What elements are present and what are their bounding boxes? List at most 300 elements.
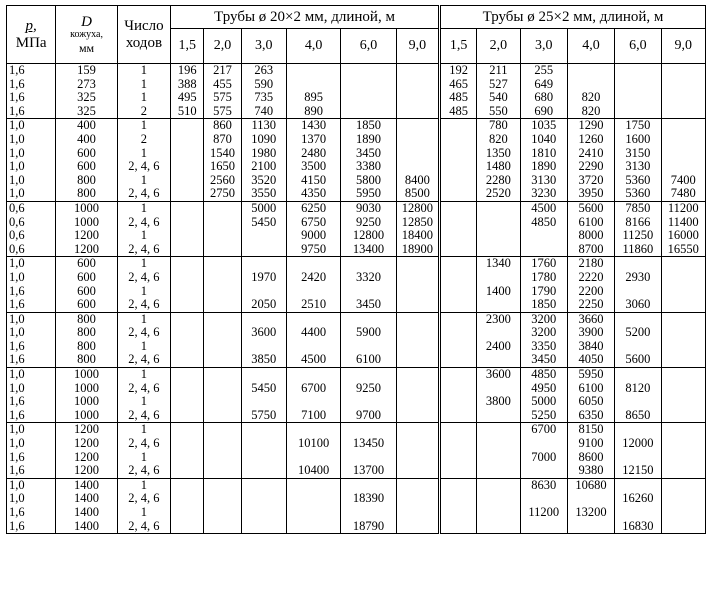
cell-value <box>662 353 706 367</box>
cell-value: 4850 <box>531 214 557 229</box>
cell-value <box>662 64 706 78</box>
tube20-cell <box>241 368 286 423</box>
cell-value: 3350 <box>531 338 557 353</box>
cell-value <box>171 187 203 201</box>
cell-value: 4350 <box>301 186 327 201</box>
tube20-cell <box>396 312 439 367</box>
tube20-cell <box>286 312 340 367</box>
tube25-cell <box>661 64 706 119</box>
cell-value: 1 <box>140 477 148 492</box>
cell-value: 1 <box>140 256 148 271</box>
length-header-2-1: 2,0 <box>477 29 520 64</box>
tube25-cell <box>440 368 477 423</box>
cell-value: 5800 <box>355 172 381 187</box>
cell-value: 13700 <box>352 463 385 478</box>
cell-value <box>171 520 203 534</box>
cell-value: 2750 <box>209 186 235 201</box>
cell-value <box>242 368 286 382</box>
cell-value <box>441 423 476 437</box>
cell-value <box>441 133 476 147</box>
cell-value <box>397 105 438 119</box>
tube20-cell <box>171 368 204 423</box>
cell-value: 1780 <box>531 269 557 284</box>
cell-value <box>662 298 706 312</box>
cell-value <box>662 285 706 299</box>
cell-value <box>441 479 476 493</box>
cell-value: 3850 <box>251 352 277 367</box>
cell-value <box>521 492 567 506</box>
cell-value: 1,0 <box>9 131 25 146</box>
cell-value: 5360 <box>625 172 651 187</box>
cell-value: 2560 <box>209 172 235 187</box>
passes-cell <box>117 423 170 478</box>
cell-value <box>204 451 240 465</box>
cell-value: 5450 <box>251 214 277 229</box>
cell-value <box>287 506 340 520</box>
cell-value: 6700 <box>301 380 327 395</box>
cell-value: 1 <box>140 228 148 243</box>
cell-value <box>287 257 340 271</box>
cell-value: 600 <box>77 256 96 271</box>
cell-value: 325 <box>77 103 96 118</box>
length-header-2-5: 9,0 <box>661 29 706 64</box>
cell-value <box>397 298 438 312</box>
cell-value: 5200 <box>625 325 651 340</box>
cell-value: 1540 <box>209 145 235 160</box>
cell-value: 7400 <box>670 172 696 187</box>
group2-title: Трубы ø 25×2 мм, длиной, м <box>440 6 706 29</box>
cell-value: 3550 <box>251 186 277 201</box>
cell-value <box>662 147 706 161</box>
cell-value <box>521 229 567 243</box>
cell-value <box>662 257 706 271</box>
cell-value: 1,6 <box>9 338 25 353</box>
tube20-cell <box>204 64 241 119</box>
pressure-cell <box>7 368 56 423</box>
cell-value: 13450 <box>352 436 385 451</box>
tube25-cell <box>477 119 520 202</box>
cell-value <box>477 409 519 423</box>
cell-value <box>441 313 476 327</box>
cell-value: 2930 <box>625 269 651 284</box>
cell-value: 16830 <box>622 518 654 533</box>
tube25-cell <box>567 312 614 367</box>
cell-value <box>615 368 660 382</box>
cell-value: 3450 <box>355 145 381 160</box>
cell-value <box>204 229 240 243</box>
cell-value: 5250 <box>531 407 557 422</box>
cell-value: 2, 4, 6 <box>128 463 160 478</box>
cell-value: 8650 <box>625 407 651 422</box>
length-header-1-4: 6,0 <box>341 29 396 64</box>
tube20-cell <box>396 119 439 202</box>
cell-value <box>441 340 476 354</box>
diameter-cell <box>56 257 117 312</box>
cell-value: 2280 <box>485 172 511 187</box>
cell-value: 800 <box>77 325 96 340</box>
cell-value: 1,0 <box>9 311 25 326</box>
cell-value <box>171 147 203 161</box>
cell-value: 1000 <box>74 214 100 229</box>
cell-value <box>204 340 240 354</box>
cell-value: 485 <box>449 90 469 105</box>
cell-value <box>287 313 340 327</box>
cell-value: 2, 4, 6 <box>128 297 160 312</box>
cell-value: 1 <box>140 367 148 382</box>
tube25-cell <box>615 478 661 533</box>
tube25-cell <box>520 119 567 202</box>
cell-value: 16260 <box>622 491 654 506</box>
cell-value: 1000 <box>74 380 100 395</box>
cell-value: 800 <box>77 311 96 326</box>
cell-value: 8000 <box>578 228 604 243</box>
cell-value <box>287 285 340 299</box>
cell-value: 3130 <box>625 159 651 174</box>
tube20-cell <box>171 201 204 256</box>
cell-value <box>341 395 395 409</box>
tube20-cell <box>341 257 396 312</box>
cell-value: 6750 <box>301 214 327 229</box>
cell-value: 510 <box>177 103 197 118</box>
cell-value <box>662 326 706 340</box>
cell-value <box>441 119 476 133</box>
cell-value: 1400 <box>485 283 511 298</box>
cell-value: 1400 <box>74 477 100 492</box>
tube25-cell <box>520 312 567 367</box>
cell-value: 3320 <box>355 269 381 284</box>
cell-value <box>662 479 706 493</box>
cell-value: 735 <box>254 90 274 105</box>
cell-value: 1,6 <box>9 283 25 298</box>
cell-value: 3900 <box>578 325 604 340</box>
cell-value <box>397 64 438 78</box>
diameter-cell <box>56 368 117 423</box>
cell-value: 1430 <box>301 118 327 133</box>
cell-value: 6100 <box>355 352 381 367</box>
cell-value <box>477 229 519 243</box>
cell-value <box>662 105 706 119</box>
cell-value <box>397 133 438 147</box>
cell-value: 1040 <box>531 131 557 146</box>
cell-value <box>341 313 395 327</box>
cell-value: 2180 <box>578 256 604 271</box>
cell-value <box>477 382 519 396</box>
cell-value: 7100 <box>301 407 327 422</box>
cell-value <box>568 492 614 506</box>
cell-value: 5000 <box>531 394 557 409</box>
cell-value <box>397 409 438 423</box>
cell-value <box>242 243 286 257</box>
cell-value: 8500 <box>404 186 430 201</box>
cell-value <box>171 409 203 423</box>
cell-value <box>615 423 660 437</box>
cell-value: 1290 <box>578 118 604 133</box>
cell-value <box>171 326 203 340</box>
cell-value <box>204 326 240 340</box>
tube20-cell <box>286 257 340 312</box>
cell-value: 1970 <box>251 269 277 284</box>
tube25-cell <box>661 312 706 367</box>
table-row <box>7 119 706 202</box>
tube25-cell <box>477 423 520 478</box>
cell-value <box>287 492 340 506</box>
cell-value <box>397 520 438 534</box>
tube25-cell <box>567 64 614 119</box>
cell-value <box>287 451 340 465</box>
cell-value: 9700 <box>355 407 381 422</box>
cell-value <box>171 395 203 409</box>
cell-value: 6100 <box>578 214 604 229</box>
tube20-cell <box>341 423 396 478</box>
cell-value: 263 <box>254 63 274 77</box>
cell-value: 3950 <box>578 186 604 201</box>
cell-value <box>397 368 438 382</box>
cell-value: 2410 <box>578 145 604 160</box>
cell-value <box>521 464 567 478</box>
cell-value <box>441 187 476 201</box>
cell-value: 5600 <box>578 200 604 215</box>
cell-value <box>615 479 660 493</box>
cell-value <box>171 492 203 506</box>
cell-value <box>242 257 286 271</box>
cell-value <box>242 506 286 520</box>
cell-value: 5750 <box>251 407 277 422</box>
cell-value <box>171 479 203 493</box>
cell-value: 2, 4, 6 <box>128 325 160 340</box>
cell-value: 16000 <box>667 228 699 243</box>
cell-value: 1,0 <box>9 118 25 133</box>
cell-value: 255 <box>534 63 554 77</box>
cell-value: 9380 <box>578 463 604 478</box>
cell-value <box>477 451 519 465</box>
cell-value: 12850 <box>401 214 433 229</box>
cell-value: 800 <box>77 338 96 353</box>
cell-value: 9000 <box>301 228 327 243</box>
cell-value: 1,6 <box>9 90 25 105</box>
cell-value: 2300 <box>485 311 511 326</box>
cell-value <box>397 257 438 271</box>
cell-value <box>171 257 203 271</box>
cell-value <box>242 340 286 354</box>
tube25-cell <box>440 64 477 119</box>
cell-value: 1 <box>140 76 148 91</box>
cell-value <box>441 202 476 216</box>
cell-value: 1200 <box>74 463 100 478</box>
length-header-2-0: 1,5 <box>440 29 477 64</box>
cell-value <box>287 423 340 437</box>
cell-value: 1000 <box>74 367 100 382</box>
cell-value <box>287 78 340 92</box>
tube25-cell <box>615 119 661 202</box>
cell-value: 3520 <box>251 172 277 187</box>
tube25-cell <box>477 64 520 119</box>
cell-value: 1810 <box>531 145 557 160</box>
pressure-cell <box>7 257 56 312</box>
cell-value <box>397 382 438 396</box>
tube20-cell <box>396 64 439 119</box>
tube25-cell <box>615 423 661 478</box>
cell-value: 8166 <box>625 214 651 229</box>
cell-value: 8600 <box>578 449 604 464</box>
cell-value <box>287 395 340 409</box>
cell-value: 9250 <box>355 214 381 229</box>
cell-value: 1850 <box>531 297 557 312</box>
cell-value: 3450 <box>355 297 381 312</box>
cell-value: 5360 <box>625 186 651 201</box>
cell-value: 9100 <box>578 436 604 451</box>
passes-cell <box>117 368 170 423</box>
cell-value: 3600 <box>485 367 511 382</box>
cell-value: 2, 4, 6 <box>128 380 160 395</box>
cell-value <box>242 492 286 506</box>
cell-value <box>441 506 476 520</box>
cell-value: 2, 4, 6 <box>128 436 160 451</box>
cell-value <box>242 451 286 465</box>
cell-value: 5950 <box>578 367 604 382</box>
cell-value <box>397 353 438 367</box>
pressure-cell <box>7 64 56 119</box>
cell-value <box>204 285 240 299</box>
cell-value: 8400 <box>404 172 430 187</box>
cell-value <box>521 243 567 257</box>
table-row <box>7 478 706 533</box>
cell-value <box>341 451 395 465</box>
cell-value: 1340 <box>485 256 511 271</box>
tube20-cell <box>171 257 204 312</box>
cell-value: 3230 <box>531 186 557 201</box>
cell-value: 800 <box>77 186 96 201</box>
tube20-cell <box>286 119 340 202</box>
tube25-cell <box>520 478 567 533</box>
cell-value: 1 <box>140 449 148 464</box>
cell-value <box>441 298 476 312</box>
cell-value: 2050 <box>251 297 277 312</box>
pressure-cell <box>7 423 56 478</box>
tube25-cell <box>440 312 477 367</box>
passes-cell <box>117 64 170 119</box>
cell-value: 8120 <box>625 380 651 395</box>
cell-value: 5450 <box>251 380 277 395</box>
cell-value <box>477 326 519 340</box>
tube20-cell <box>241 119 286 202</box>
cell-value: 575 <box>213 103 232 118</box>
tube20-cell <box>286 64 340 119</box>
tube25-cell <box>661 257 706 312</box>
tube25-cell <box>520 64 567 119</box>
table-row <box>7 201 706 256</box>
tube25-cell <box>440 119 477 202</box>
cell-value: 3380 <box>355 159 381 174</box>
length-header-1-3: 4,0 <box>286 29 340 64</box>
cell-value <box>171 506 203 520</box>
cell-value: 6700 <box>531 422 557 437</box>
cell-value <box>171 464 203 478</box>
cell-value <box>441 326 476 340</box>
cell-value: 740 <box>254 103 274 118</box>
cell-value <box>171 313 203 327</box>
cell-value: 0,6 <box>9 200 25 215</box>
tube25-cell <box>477 368 520 423</box>
cell-value: 4950 <box>531 380 557 395</box>
table-row <box>7 423 706 478</box>
cell-value <box>341 257 395 271</box>
cell-value <box>204 257 240 271</box>
cell-value: 690 <box>534 103 554 118</box>
cell-value: 2480 <box>301 145 327 160</box>
cell-value <box>397 423 438 437</box>
length-header-1-0: 1,5 <box>171 29 204 64</box>
cell-value: 2, 4, 6 <box>128 352 160 367</box>
cell-value <box>477 423 519 437</box>
cell-value: 495 <box>177 90 197 105</box>
tube20-cell <box>171 119 204 202</box>
tube25-cell <box>567 478 614 533</box>
cell-value <box>441 395 476 409</box>
cell-value: 2250 <box>578 297 604 312</box>
tube20-cell <box>341 368 396 423</box>
cell-value: 2, 4, 6 <box>128 518 160 533</box>
cell-value <box>171 353 203 367</box>
passes-line2: ходов <box>125 34 163 51</box>
cell-value <box>341 285 395 299</box>
cell-value: 1 <box>140 145 148 160</box>
cell-value <box>441 368 476 382</box>
cell-value <box>242 464 286 478</box>
cell-value: 3500 <box>301 159 327 174</box>
cell-value <box>441 492 476 506</box>
cell-value: 1,0 <box>9 422 25 437</box>
tube25-cell <box>661 119 706 202</box>
cell-value <box>662 340 706 354</box>
cell-value: 9750 <box>301 241 327 256</box>
cell-value: 0,6 <box>9 228 25 243</box>
pressure-header <box>7 6 56 64</box>
cell-value: 1400 <box>74 491 100 506</box>
cell-value: 1 <box>140 394 148 409</box>
cell-value: 1750 <box>625 118 651 133</box>
cell-value <box>204 409 240 423</box>
cell-value <box>397 326 438 340</box>
tube25-cell <box>615 257 661 312</box>
tube20-cell <box>396 368 439 423</box>
cell-value: 4150 <box>301 172 327 187</box>
cell-value <box>242 520 286 534</box>
pressure-unit: МПа <box>15 34 47 51</box>
cell-value <box>441 174 476 188</box>
cell-value <box>341 64 395 78</box>
cell-value: 1,0 <box>9 159 25 174</box>
tube25-cell <box>661 478 706 533</box>
cell-value <box>615 451 660 465</box>
cell-value <box>242 285 286 299</box>
cell-value: 13400 <box>352 241 385 256</box>
cell-value: 11200 <box>528 505 560 519</box>
cell-value: 1,0 <box>9 436 25 451</box>
cell-value <box>397 285 438 299</box>
cell-value <box>477 437 519 451</box>
cell-value <box>441 285 476 299</box>
cell-value: 1,0 <box>9 367 25 382</box>
length-header-1-5: 9,0 <box>396 29 439 64</box>
cell-value: 8700 <box>578 241 604 256</box>
diameter-cell <box>56 478 117 533</box>
cell-value: 10680 <box>575 477 607 492</box>
cell-value <box>615 313 660 327</box>
tube20-cell <box>171 64 204 119</box>
cell-value: 1 <box>140 283 148 298</box>
cell-value: 1850 <box>355 118 381 133</box>
passes-cell <box>117 312 170 367</box>
